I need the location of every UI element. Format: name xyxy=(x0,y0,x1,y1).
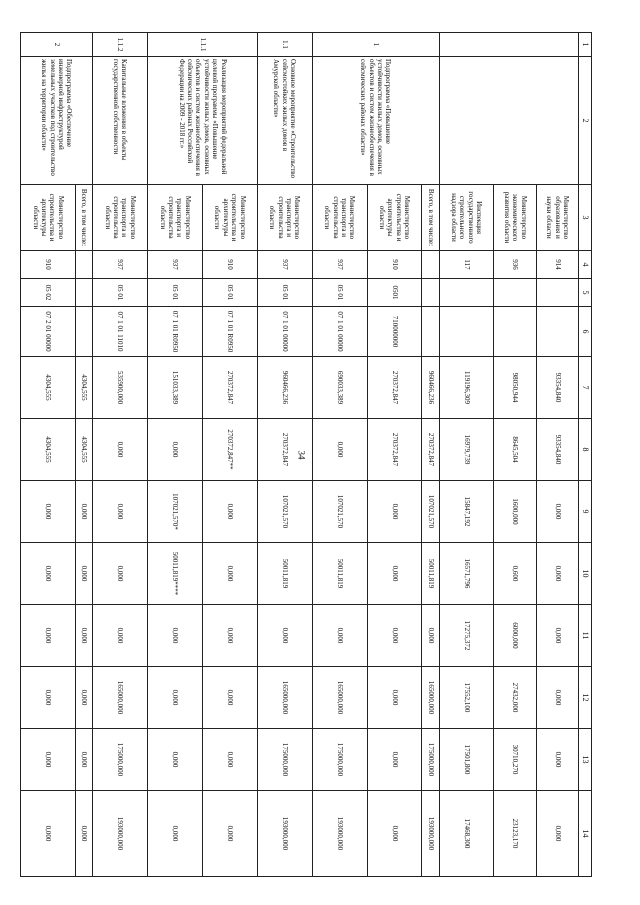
program-name: Капитальные вложения в объекты государственной собственности xyxy=(93,57,148,185)
amount-cell: 107021,570 xyxy=(422,481,439,543)
amount-cell: 0,600 xyxy=(494,543,536,605)
amount-cell: 0,000 xyxy=(367,605,422,667)
amount-cell: 165000,000 xyxy=(312,667,367,729)
row-number: 1.1.2 xyxy=(93,33,148,57)
section-code: 05 01 xyxy=(147,279,202,307)
responsible-org: Министерство транспорта и строительства области xyxy=(93,185,148,251)
page-number: 34 xyxy=(296,450,307,460)
amount-cell: 107021,570* xyxy=(147,481,202,543)
amount-cell: 0,000 xyxy=(202,605,257,667)
amount-cell: 0,000 xyxy=(75,605,92,667)
budget-table-rotated xyxy=(20,32,592,868)
amount-cell: 0,000 xyxy=(147,667,202,729)
responsible-org: Всего, в том числе: xyxy=(75,185,92,251)
section-code: 05 02 xyxy=(21,279,76,307)
amount-cell: 4304,555 xyxy=(75,419,92,481)
responsible-org: Министерство строительства и архитектуры области xyxy=(367,185,422,251)
section-code: 05 01 xyxy=(312,279,367,307)
amount-cell: 107021,570 xyxy=(257,481,312,543)
target-code: 07 2 01 00000 xyxy=(21,307,76,357)
amount-cell: 0,000 xyxy=(147,729,202,791)
amount-cell: 93354,840 xyxy=(536,419,578,481)
header-cell: 10 xyxy=(579,543,592,605)
ministry-code: 910 xyxy=(202,251,257,279)
budget-table xyxy=(20,32,592,877)
responsible-org: Министерство строительства и архитектуры области xyxy=(21,185,76,251)
amount-cell: 16571,796 xyxy=(439,543,494,605)
ministry-code: 937 xyxy=(257,251,312,279)
amount-cell: 119196,309 xyxy=(439,357,494,419)
amount-cell: 15847,192 xyxy=(439,481,494,543)
amount-cell: 165000,000 xyxy=(257,667,312,729)
amount-cell: 0,000 xyxy=(367,791,422,877)
amount-cell: 175000,000 xyxy=(257,729,312,791)
row-number: 2 xyxy=(21,33,93,57)
amount-cell: 0,000 xyxy=(367,667,422,729)
amount-cell: 98050,944 xyxy=(494,357,536,419)
target-code: 07 1 01 00000 xyxy=(257,307,312,357)
amount-cell: 17552,100 xyxy=(439,667,494,729)
header-cell: 12 xyxy=(579,667,592,729)
section-code xyxy=(494,279,536,307)
target-code xyxy=(439,307,494,357)
amount-cell: 175000,000 xyxy=(93,729,148,791)
amount-cell: 0,000 xyxy=(21,543,76,605)
header-cell: 6 xyxy=(579,307,592,357)
ministry-code: 937 xyxy=(147,251,202,279)
amount-cell: 0,000 xyxy=(75,791,92,877)
amount-cell: 1600,000 xyxy=(494,481,536,543)
section-code xyxy=(536,279,578,307)
amount-cell: 17468,300 xyxy=(439,791,494,877)
responsible-org: Министерство экономического развития области xyxy=(494,185,536,251)
amount-cell: 0,000 xyxy=(93,543,148,605)
responsible-org: Всего, в том числе: xyxy=(422,185,439,251)
header-cell: 14 xyxy=(579,791,592,877)
amount-cell: 270372,847 xyxy=(422,419,439,481)
responsible-org: Министерство строительства и архитектуры области xyxy=(202,185,257,251)
amount-cell: 193000,000 xyxy=(93,791,148,877)
responsible-org: Министерство образования и науки области xyxy=(536,185,578,251)
amount-cell: 50011,819 xyxy=(312,543,367,605)
amount-cell: 0,000 xyxy=(536,481,578,543)
amount-cell: 0,000 xyxy=(93,605,148,667)
ministry-code: 910 xyxy=(21,251,76,279)
table-row xyxy=(422,33,439,877)
section-code: 0501 xyxy=(367,279,422,307)
amount-cell: 0,000 xyxy=(367,481,422,543)
target-code: 710000000 xyxy=(367,307,422,357)
table-row xyxy=(257,33,312,877)
header-cell: 5 xyxy=(579,279,592,307)
header-cell: 11 xyxy=(579,605,592,667)
section-code xyxy=(75,279,92,307)
amount-cell: 0,000 xyxy=(312,419,367,481)
ministry-code: 936 xyxy=(494,251,536,279)
amount-cell: 0,000 xyxy=(21,791,76,877)
table-row xyxy=(75,33,92,877)
target-code xyxy=(536,307,578,357)
amount-cell: 0,000 xyxy=(312,605,367,667)
amount-cell: 0,000 xyxy=(147,791,202,877)
amount-cell: 0,000 xyxy=(257,605,312,667)
program-name xyxy=(439,57,578,185)
header-cell: 9 xyxy=(579,481,592,543)
amount-cell: 0,000 xyxy=(21,481,76,543)
header-cell: 1 xyxy=(579,33,592,57)
ministry-code xyxy=(75,251,92,279)
header-cell: 3 xyxy=(579,185,592,251)
header-cell: 8 xyxy=(579,419,592,481)
table-row xyxy=(536,33,578,877)
target-code: 07 1 01 R0950 xyxy=(202,307,257,357)
program-name: Подпрограмма «Повышение устойчивости жилых домов, основных объектов и систем жизнеобеспечения в сейсмических районах области» xyxy=(312,57,439,185)
amount-cell: 17501,800 xyxy=(439,729,494,791)
amount-cell: 0,000 xyxy=(93,481,148,543)
amount-cell: 535900,000 xyxy=(93,357,148,419)
amount-cell: 107021,570 xyxy=(312,481,367,543)
ministry-code: 937 xyxy=(312,251,367,279)
amount-cell: 0,000 xyxy=(536,605,578,667)
amount-cell: 193000,000 xyxy=(312,791,367,877)
ministry-code: 914 xyxy=(536,251,578,279)
amount-cell: 0,000 xyxy=(93,419,148,481)
section-code: 05 01 xyxy=(93,279,148,307)
responsible-org: Министерство транспорта и строительства области xyxy=(257,185,312,251)
amount-cell: 0,000 xyxy=(21,667,76,729)
program-name: Реализация мероприятий федеральной целевой программы «Повышение устойчивости жилых домов, основных объектов и систем жизнеобеспечения в сейсмических районах Российской Федерации на 2009 - 2018 гг.» xyxy=(147,57,257,185)
amount-cell: 30710,270 xyxy=(494,729,536,791)
table-row xyxy=(202,33,257,877)
amount-cell: 0,000 xyxy=(422,605,439,667)
amount-cell: 50011,819 xyxy=(257,543,312,605)
header-cell: 2 xyxy=(579,57,592,185)
amount-cell: 0,000 xyxy=(536,543,578,605)
amount-cell: 23123,170 xyxy=(494,791,536,877)
amount-cell: 0,000 xyxy=(147,605,202,667)
section-code xyxy=(422,279,439,307)
header-cell: 13 xyxy=(579,729,592,791)
target-code xyxy=(494,307,536,357)
amount-cell: 151033,389 xyxy=(147,357,202,419)
amount-cell: 0,000 xyxy=(75,481,92,543)
amount-cell: 0,000 xyxy=(21,729,76,791)
amount-cell: 270372,847 xyxy=(202,357,257,419)
section-code xyxy=(439,279,494,307)
ministry-code: 910 xyxy=(367,251,422,279)
table-row xyxy=(93,33,148,877)
ministry-code: 117 xyxy=(439,251,494,279)
section-code: 05 01 xyxy=(202,279,257,307)
amount-cell: 270372,847 xyxy=(257,419,312,481)
amount-cell: 270372,847** xyxy=(202,419,257,481)
ministry-code xyxy=(422,251,439,279)
amount-cell: 0,000 xyxy=(75,667,92,729)
amount-cell: 4304,555 xyxy=(75,357,92,419)
amount-cell: 175000,000 xyxy=(312,729,367,791)
program-name: Основное мероприятие «Строительство сейсмостойких жилых домов в Амурской области» xyxy=(257,57,312,185)
amount-cell: 0,000 xyxy=(75,729,92,791)
amount-cell: 193000,000 xyxy=(422,791,439,877)
amount-cell: 8645,504 xyxy=(494,419,536,481)
section-code: 05 01 xyxy=(257,279,312,307)
row-number: 1 xyxy=(312,33,439,57)
amount-cell: 27432,000 xyxy=(494,667,536,729)
amount-cell: 0,000 xyxy=(202,791,257,877)
row-number: 1.1.1 xyxy=(147,33,257,57)
responsible-org: Министерство транспорта и строительства области xyxy=(312,185,367,251)
amount-cell: 690033,389 xyxy=(312,357,367,419)
amount-cell: 0,000 xyxy=(147,419,202,481)
target-code: 07 1 01 00000 xyxy=(312,307,367,357)
amount-cell: 0,000 xyxy=(536,729,578,791)
amount-cell: 0,000 xyxy=(536,791,578,877)
amount-cell: 50011,819 xyxy=(422,543,439,605)
amount-cell: 0,000 xyxy=(202,481,257,543)
amount-cell: 0,000 xyxy=(202,543,257,605)
target-code: 07 1 01 R0950 xyxy=(147,307,202,357)
amount-cell: 4304,555 xyxy=(21,419,76,481)
amount-cell: 193000,000 xyxy=(257,791,312,877)
header-row xyxy=(579,33,592,877)
amount-cell: 0,000 xyxy=(202,667,257,729)
amount-cell: 0,000 xyxy=(202,729,257,791)
amount-cell: 165000,000 xyxy=(422,667,439,729)
amount-cell: 93354,840 xyxy=(536,357,578,419)
amount-cell: 6000,000 xyxy=(494,605,536,667)
target-code: 07 1 01 11010 xyxy=(93,307,148,357)
amount-cell: 0,000 xyxy=(536,667,578,729)
target-code xyxy=(75,307,92,357)
amount-cell: 50011,819**** xyxy=(147,543,202,605)
amount-cell: 0,000 xyxy=(367,729,422,791)
amount-cell: 960466,236 xyxy=(257,357,312,419)
responsible-org: Министерство транспорта и строительства области xyxy=(147,185,202,251)
amount-cell: 16979,739 xyxy=(439,419,494,481)
responsible-org: Инспекция государственного строительного надзора области xyxy=(439,185,494,251)
header-cell: 4 xyxy=(579,251,592,279)
amount-cell: 270372,847 xyxy=(367,419,422,481)
amount-cell: 17275,372 xyxy=(439,605,494,667)
header-cell: 7 xyxy=(579,357,592,419)
amount-cell: 270372,847 xyxy=(367,357,422,419)
program-name: Подпрограмма «Обеспечение инженерной инфраструктурой земельных участков под строительство жилья на территории области» xyxy=(21,57,93,185)
amount-cell: 4304,555 xyxy=(21,357,76,419)
amount-cell: 960466,236 xyxy=(422,357,439,419)
amount-cell: 0,000 xyxy=(367,543,422,605)
row-number: 1.1 xyxy=(257,33,312,57)
amount-cell: 175000,000 xyxy=(422,729,439,791)
target-code xyxy=(422,307,439,357)
amount-cell: 0,000 xyxy=(75,543,92,605)
amount-cell: 165000,000 xyxy=(93,667,148,729)
row-number xyxy=(439,33,578,57)
ministry-code: 937 xyxy=(93,251,148,279)
amount-cell: 0,000 xyxy=(21,605,76,667)
